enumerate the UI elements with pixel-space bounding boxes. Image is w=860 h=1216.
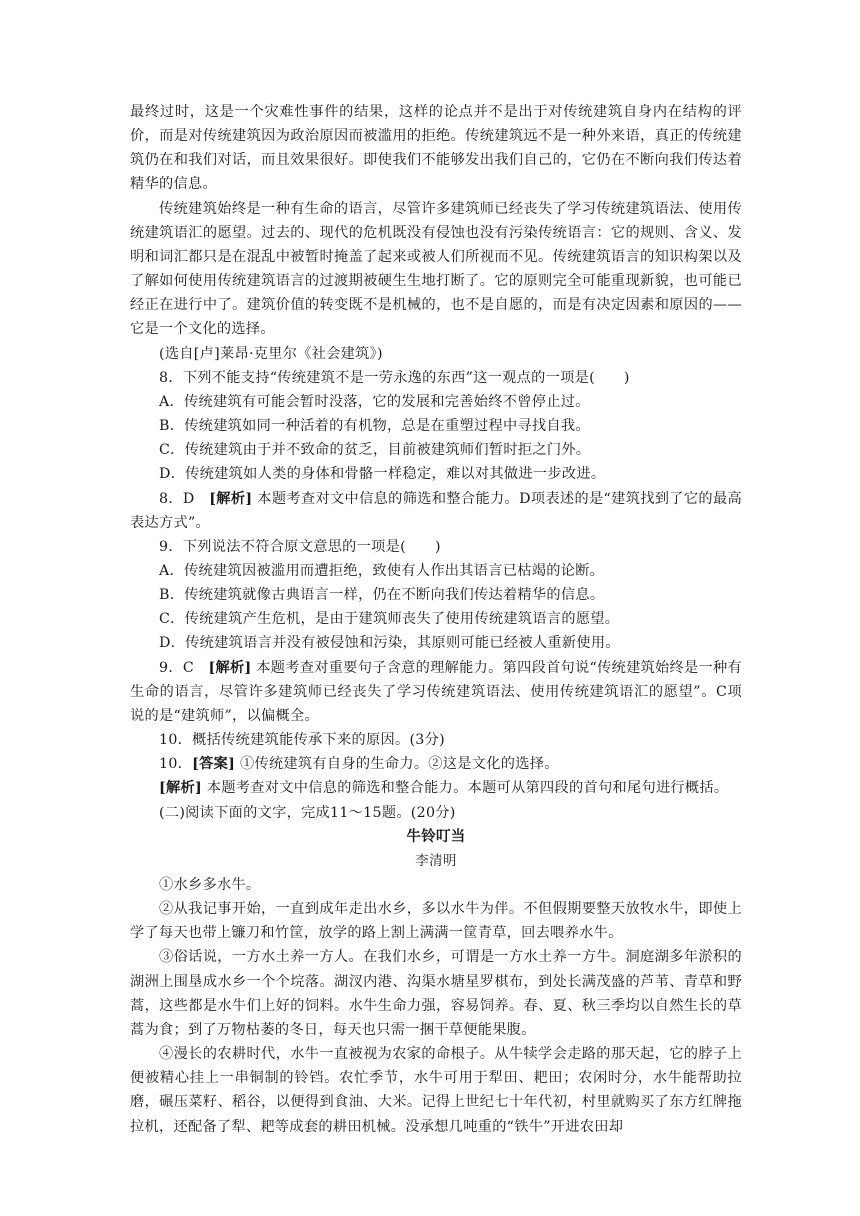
analysis-tag: [解析] (209, 490, 253, 507)
analysis-text: 本题考查对重要句子含意的理解能力。第四段首句说“传统建筑始终是一种有生命的语言，尽管许多建筑师已经丧失了学习传统建筑语法、使用传统建筑语汇的愿望”。C项说的是“建筑师”，以偏概全。 (130, 659, 742, 724)
answer-text: ①传统建筑有自身的生命力。②这是文化的选择。 (239, 756, 559, 773)
question-8-answer (130, 487, 742, 535)
answer-prefix: 10． (159, 756, 193, 773)
paragraph-continued: 最终过时，这是一个灾难性事件的结果，这样的论点并不是出于对传统建筑自身内在结构的评价，而是对传统建筑因为政治原因而被滥用的拒绝。传统建筑远不是一种外来语，真正的传统建筑仍在和我们对话，而且效果很好。即使我们不能够发出我们自己的，它仍在不断向我们传达着精华的信息。 (130, 104, 742, 193)
analysis-text: 本题考查对文中信息的筛选和整合能力。D项表述的是“建筑找到了它的最高表达方式”。 (130, 490, 742, 531)
question-9-option-b: B．传统建筑就像古典语言一样，仍在不断向我们传达着精华的信息。 (159, 587, 605, 604)
analysis-tag: [解析] (159, 780, 203, 797)
document-page (130, 100, 742, 1139)
question-10-answer (130, 752, 742, 776)
question-10-stem: 10．概括传统建筑能传承下来的原因。(3分) (159, 732, 445, 749)
analysis-text: 本题考查对文中信息的筛选和整合能力。本题可从第四段的首句和尾句进行概括。 (206, 780, 729, 797)
question-9-stem: 9．下列说法不符合原文意思的一项是( ) (159, 538, 441, 555)
question-9-option-a: A．传统建筑因被滥用而遭拒绝，致使有人作出其语言已枯竭的论断。 (159, 562, 605, 579)
article-title: 牛铃叮当 (406, 828, 466, 845)
answer-prefix: 8．D (159, 490, 210, 507)
article-author: 李清明 (415, 852, 457, 869)
article-paragraph-3: ③俗话说，一方水土养一方人。在我们水乡，可谓是一方水土养一方牛。洞庭湖多年淤积的湖洲上围垦成水乡一个个垸落。湖汊内港、沟渠水塘星罗棋布，到处长满茂盛的芦苇、青草和野蒿，这些都是水牛们上好的饲料。水牛生命力强，容易饲养。春、夏、秋三季均以自然生长的草蒿为食；到了万物枯萎的冬日，每天也只需一捆干草便能果腹。 (130, 949, 742, 1038)
question-9-answer (130, 656, 742, 728)
section-2-intro: (二)阅读下面的文字，完成11～15题。(20分) (159, 804, 456, 821)
answer-prefix: 9．C (159, 659, 209, 676)
question-8-option-d: D．传统建筑如人类的身体和骨骼一样稳定，难以对其做进一步改进。 (159, 466, 606, 483)
source-citation: (选自[卢]莱昂·克里尔《社会建筑》) (159, 345, 383, 362)
paragraph-living-language: 传统建筑始终是一种有生命的语言，尽管许多建筑师已经丧失了学习传统建筑语法、使用传统建筑语汇的愿望。过去的、现代的危机既没有侵蚀也没有污染传统语言：它的规则、含义、发明和词汇都只是在混乱中被暂时掩盖了起来或被人们所视而不见。传统建筑语言的知识构架以及了解如何使用传统建筑语言的过渡期被硬生生地打断了。它的原则完全可能重现新貌，也可能已经正在进行中了。建筑价值的转变既不是机械的，也不是自愿的，而是有决定因素和原因的——它是一个文化的选择。 (130, 200, 742, 338)
answer-tag: [答案] (192, 756, 236, 773)
article-paragraph-4: ④漫长的农耕时代，水牛一直被视为农家的命根子。从牛犊学会走路的那天起，它的脖子上便被精心挂上一串铜制的铃铛。农忙季节，水牛可用于犁田、耙田；农闲时分，水牛能帮助拉磨，碾压菜籽、稻谷，以便得到食油、大米。记得上世纪七十年代初，村里就购买了东方红牌拖拉机，还配备了犁、耙等成套的耕田机械。没承想几吨重的“铁牛”开进农田却 (130, 1046, 742, 1135)
article-paragraph-1: ①水乡多水牛。 (159, 877, 261, 893)
article-paragraph-2: ②从我记事开始，一直到成年走出水乡，多以水牛为伴。不但假期要整天放牧水牛，即使上学了每天也带上镰刀和竹筐，放学的路上割上满满一筐青草，回去喂养水牛。 (130, 901, 742, 942)
question-8-option-b: B．传统建筑如同一种活着的有机物，总是在重塑过程中寻找自我。 (159, 418, 590, 435)
question-9-option-d: D．传统建筑语言并没有被侵蚀和污染，其原则可能已经被人重新使用。 (159, 635, 620, 652)
question-8-stem: 8．下列不能支持“传统建筑不是一劳永逸的东西”这一观点的一项是( ) (159, 369, 630, 386)
question-9-option-c: C．传统建筑产生危机，是由于建筑师丧失了使用传统建筑语言的愿望。 (159, 611, 620, 628)
question-10-analysis (130, 776, 742, 800)
question-8-option-a: A．传统建筑有可能会暂时没落，它的发展和完善始终不曾停止过。 (159, 393, 590, 410)
analysis-tag: [解析] (208, 659, 252, 676)
question-8-option-c: C．传统建筑由于并不致命的贫乏，目前被建筑师们暂时拒之门外。 (159, 442, 591, 459)
